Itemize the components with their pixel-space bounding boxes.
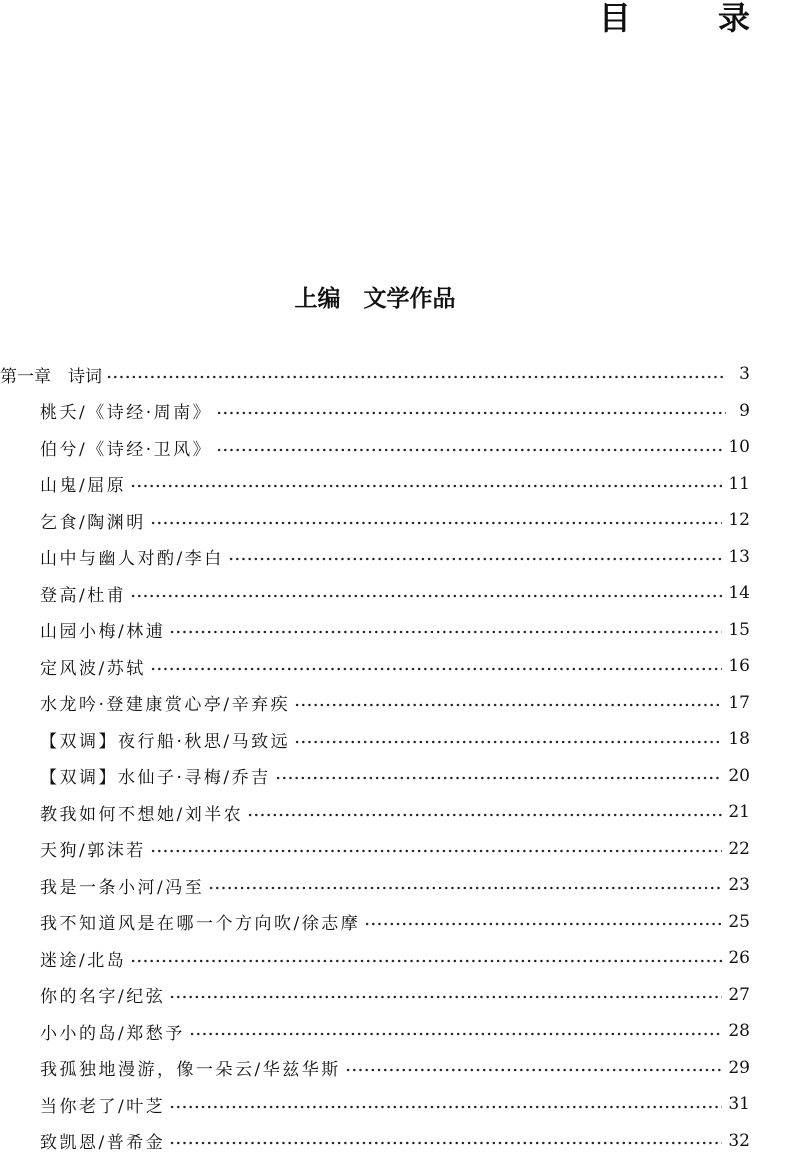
toc-entry-title: 我不知道风是在哪一个方向吹/徐志摩 — [40, 909, 360, 934]
dot-leader — [169, 1105, 722, 1109]
toc-entry-title: 【双调】水仙子·寻梅/乔吉 — [40, 763, 271, 788]
toc-page-number: 23 — [728, 875, 750, 895]
toc-entry-row[interactable] — [0, 429, 750, 466]
dot-leader — [169, 630, 722, 634]
dot-leader — [150, 521, 723, 525]
toc-page-number: 31 — [728, 1094, 750, 1114]
toc-entry-title: 当你老了/叶芝 — [40, 1092, 165, 1117]
toc-entry-title: 定风波/苏轼 — [40, 654, 146, 679]
toc-page-number: 20 — [728, 766, 750, 786]
toc-page-number: 32 — [728, 1131, 750, 1151]
toc-entry-title: 教我如何不想她/刘半农 — [40, 800, 243, 825]
toc-page-number: 22 — [728, 839, 750, 859]
toc-entry-row[interactable] — [0, 1123, 750, 1159]
toc-entry-row[interactable] — [0, 1013, 750, 1050]
table-of-contents — [0, 356, 750, 1159]
toc-entry-title: 水龙吟·登建康赏心亭/辛弃疾 — [40, 690, 290, 715]
toc-entry-row[interactable] — [0, 393, 750, 430]
dot-leader — [130, 484, 722, 488]
toc-entry-title: 登高/杜甫 — [40, 581, 126, 606]
toc-entry-title: 山园小梅/林逋 — [40, 617, 165, 642]
dot-leader — [294, 740, 722, 744]
toc-entry-row[interactable] — [0, 575, 750, 612]
toc-page-number: 21 — [728, 802, 750, 822]
toc-entry-title: 我是一条小河/冯至 — [40, 873, 204, 898]
dot-leader — [106, 375, 726, 379]
toc-entry-row[interactable] — [0, 867, 750, 904]
toc-page-number: 13 — [728, 547, 750, 567]
toc-page-number: 18 — [728, 729, 750, 749]
toc-entry-row[interactable] — [0, 940, 750, 977]
toc-chapter-row[interactable] — [0, 356, 750, 393]
toc-entry-row[interactable] — [0, 648, 750, 685]
toc-entry-title: 桃夭/《诗经·周南》 — [40, 398, 212, 423]
toc-entry-title: 伯兮/《诗经·卫风》 — [40, 435, 212, 460]
toc-entry-row[interactable] — [0, 612, 750, 649]
toc-entry-title: 我孤独地漫游，像一朵云/华兹华斯 — [40, 1055, 341, 1080]
dot-leader — [228, 557, 723, 561]
dot-leader — [130, 594, 722, 598]
toc-page-number: 28 — [728, 1021, 750, 1041]
dot-leader — [169, 995, 722, 999]
toc-entry-row[interactable] — [0, 466, 750, 503]
toc-entry-title: 迷途/北岛 — [40, 946, 126, 971]
toc-page-number: 11 — [728, 474, 750, 494]
dot-leader — [150, 667, 723, 671]
dot-leader — [169, 1141, 722, 1145]
toc-entry-title: 致凯恩/普希金 — [40, 1128, 165, 1153]
dot-leader — [216, 411, 726, 415]
toc-entry-row[interactable] — [0, 904, 750, 941]
dot-leader — [345, 1068, 723, 1072]
toc-entry-row[interactable] — [0, 977, 750, 1014]
toc-entry-row[interactable] — [0, 721, 750, 758]
toc-entry-row[interactable] — [0, 1086, 750, 1123]
toc-entry-row[interactable] — [0, 1050, 750, 1087]
toc-page-number: 26 — [728, 948, 750, 968]
toc-page-number: 15 — [728, 620, 750, 640]
toc-page-number: 27 — [728, 985, 750, 1005]
toc-page-number: 16 — [728, 656, 750, 676]
part-title: 上编 文学作品 — [0, 283, 750, 315]
dot-leader — [247, 813, 722, 817]
dot-leader — [294, 703, 722, 707]
toc-page-number: 3 — [732, 364, 750, 384]
toc-page-number: 10 — [728, 437, 750, 457]
toc-entry-title: 【双调】夜行船·秋思/马致远 — [40, 727, 290, 752]
dot-leader — [208, 886, 722, 890]
dot-leader — [189, 1032, 723, 1036]
toc-page-number: 17 — [728, 693, 750, 713]
toc-entry-title: 小小的岛/郑愁予 — [40, 1019, 185, 1044]
toc-entry-title: 第一章 诗词 — [0, 362, 102, 387]
dot-leader — [150, 849, 723, 853]
toc-entry-title: 天狗/郭沫若 — [40, 836, 146, 861]
toc-entry-title: 你的名字/纪弦 — [40, 982, 165, 1007]
toc-entry-row[interactable] — [0, 502, 750, 539]
dot-leader — [216, 448, 722, 452]
toc-entry-row[interactable] — [0, 831, 750, 868]
toc-entry-row[interactable] — [0, 685, 750, 722]
toc-entry-row[interactable] — [0, 758, 750, 795]
toc-entry-title: 乞食/陶渊明 — [40, 508, 146, 533]
toc-page-number: 12 — [728, 510, 750, 530]
toc-page-number: 25 — [728, 912, 750, 932]
dot-leader — [364, 922, 722, 926]
toc-entry-title: 山鬼/屈原 — [40, 471, 126, 496]
toc-entry-row[interactable] — [0, 539, 750, 576]
dot-leader — [275, 776, 723, 780]
toc-entry-row[interactable] — [0, 794, 750, 831]
page-title: 目 录 — [599, 0, 788, 38]
toc-page-number: 9 — [732, 401, 750, 421]
dot-leader — [130, 959, 722, 963]
toc-page-number: 29 — [728, 1058, 750, 1078]
toc-page-number: 14 — [728, 583, 750, 603]
toc-entry-title: 山中与幽人对酌/李白 — [40, 544, 224, 569]
